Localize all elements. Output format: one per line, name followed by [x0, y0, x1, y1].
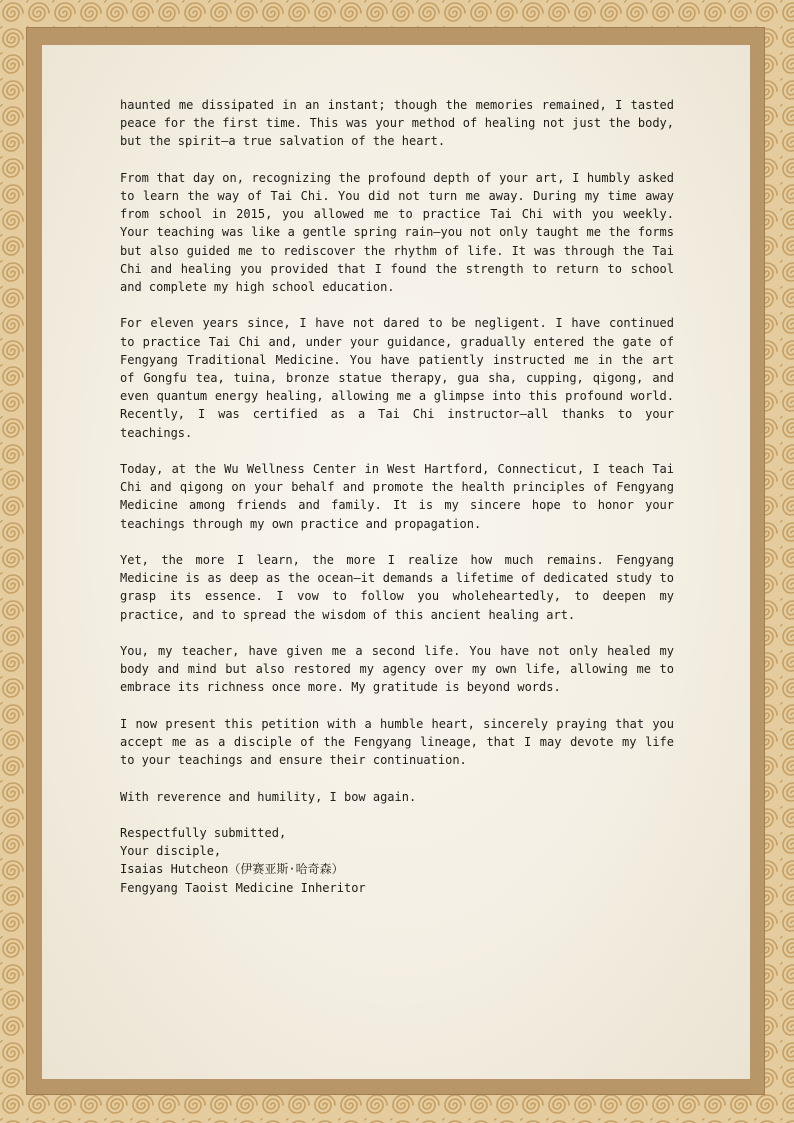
- signer-title: Fengyang Taoist Medicine Inheritor: [120, 880, 366, 895]
- parchment-paper: [42, 45, 750, 1079]
- paragraph-petition: I now present this petition with a humble heart, sincerely praying that you accept me as a disciple of the Fengyang lineage, that I may devote my life to your teachings and ensure their continuation.: [120, 716, 674, 768]
- letter-body: [120, 96, 674, 915]
- paragraph-wellness-center: Today, at the Wu Wellness Center in West Hartford, Connecticut, I teach Tai Chi and qigong on your behalf and promote the health principles of Fengyang Medicine among friends and family. It is my sincere hope to honor your teachings through my own practice and propagation.: [120, 462, 674, 531]
- paragraph-healing: haunted me dissipated in an instant; though the memories remained, I tasted peace for the first time. This was your method of healing not just the body, but the spirit—a true salvation of the heart.: [120, 98, 674, 149]
- paragraph-tai-chi: From that day on, recognizing the profound depth of your art, I humbly asked to learn the way of Tai Chi. You did not turn me away. During my time away from school in 2015, you allowed me to practice Tai Chi with you weekly. Your teaching was like a gentle spring rain—you not only taught me the forms but also guided me to rediscover the rhythm of life. It was through the Tai Chi and healing you provided that I found the strength to return to school and complete my high school education.: [120, 170, 674, 295]
- signature-block: [120, 824, 674, 897]
- paragraph-second-life: You, my teacher, have given me a second life. You have not only healed my body and mind but also restored my agency over my own life, allowing me to embrace its richness once more. My gratitude is beyond words.: [120, 644, 674, 695]
- closing-disciple: Your disciple,: [120, 844, 222, 859]
- paragraph-eleven-years: For eleven years since, I have not dared to be negligent. I have continued to practice Tai Chi and, under your guidance, gradually entered the gate of Fengyang Traditional Medicine. You have patiently instructed me in the art of Gongfu tea, tuina, bronze statue therapy, gua sha, cupping, qigong, and even quantum energy healing, allowing me a glimpse into this profound world. Recently, I was certified as a Tai Chi instructor—all thanks to your teachings.: [120, 316, 674, 440]
- paragraph-reverence: With reverence and humility, I bow again.: [120, 789, 417, 804]
- signer-name: Isaias Hutcheon（伊赛亚斯·哈奇森）: [120, 862, 344, 877]
- closing-salutation: Respectfully submitted,: [120, 826, 287, 840]
- paragraph-ocean: Yet, the more I learn, the more I realize how much remains. Fengyang Medicine is as deep as the ocean—it demands a lifetime of dedicated study to grasp its essence. I vow to follow you wholeheartedly, to deepen my practice, and to spread the wisdom of this ancient healing art.: [120, 553, 674, 622]
